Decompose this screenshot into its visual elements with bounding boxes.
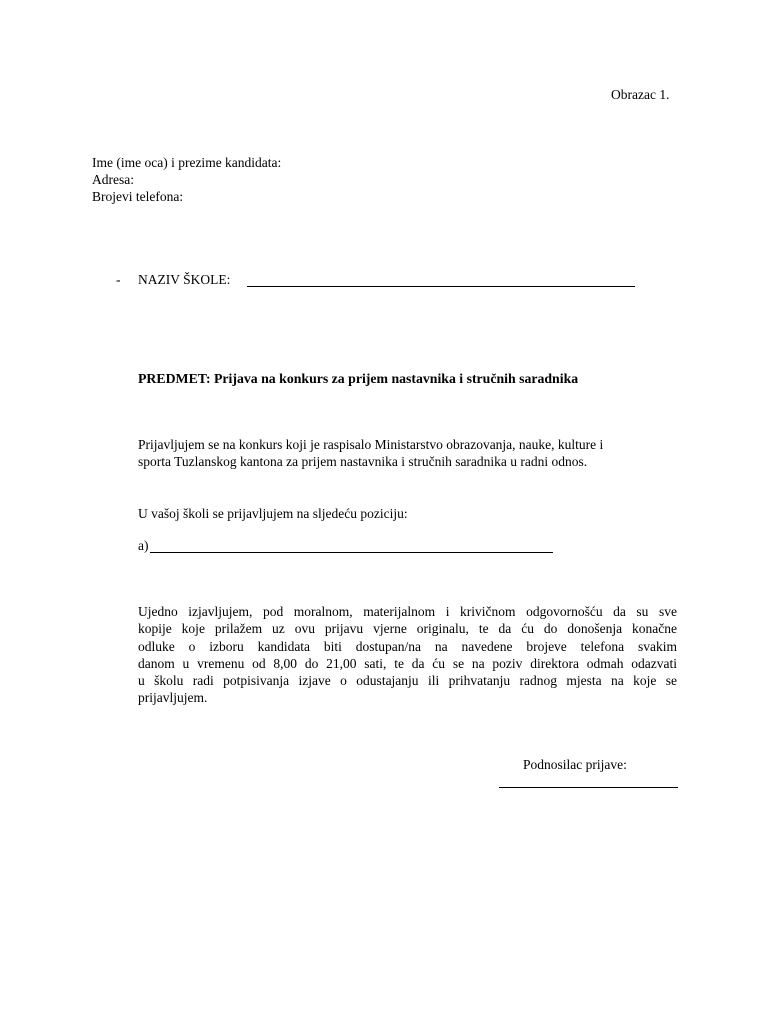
declaration-paragraph	[138, 603, 677, 707]
declaration-line: prijavljujem.	[138, 690, 208, 706]
application-line-1: Prijavljujem se na konkurs koji je raspisalo Ministarstvo obrazovanja, nauke, kulture i	[138, 437, 604, 452]
declaration-line: Ujedno izjavljujem, pod moralnom, materijalnom i krivičnom odgovornošću da su sve	[138, 604, 677, 619]
declaration-line: danom u vremenu od 8,00 do 21,00 sati, te da ću se na poziv direktora odmah odazvati	[138, 655, 677, 671]
declaration-line: u školu radi potpisivanja izjave o odustajanju ili prihvatanju radnog mjesta na koje se	[138, 673, 677, 689]
subject-heading: PREDMET: Prijava na konkurs za prijem nastavnika i stručnih saradnika	[138, 371, 579, 386]
school-name-label: NAZIV ŠKOLE:	[138, 272, 231, 287]
declaration-line: odluke o izboru kandidata biti dostupan/na na navedene brojeve telefona svakim	[138, 638, 677, 654]
signature-blank-line[interactable]	[499, 787, 678, 788]
candidate-info-block	[92, 154, 281, 205]
application-line-2: sporta Tuzlanskog kantona za prijem nastavnika i stručnih saradnika u radni odnos.	[138, 454, 588, 469]
school-name-blank-line[interactable]	[247, 286, 635, 287]
position-option-blank-line[interactable]	[150, 552, 553, 553]
form-number-label: Obrazac 1.	[611, 87, 670, 102]
candidate-phones-label: Brojevi telefona:	[92, 189, 184, 204]
school-bullet: -	[116, 272, 121, 287]
position-option-label: a)	[138, 538, 149, 553]
candidate-name-label: Ime (ime oca) i prezime kandidata:	[92, 155, 282, 170]
signature-label: Podnosilac prijave:	[523, 757, 627, 772]
position-intro-text: U vašoj školi se prijavljujem na sljedeću poziciju:	[138, 506, 408, 521]
declaration-line: kopije koje prilažem uz ovu prijavu vjerne originalu, te da ću do donošenja konačne	[138, 621, 677, 637]
candidate-address-label: Adresa:	[92, 172, 134, 187]
application-paragraph	[138, 436, 603, 470]
